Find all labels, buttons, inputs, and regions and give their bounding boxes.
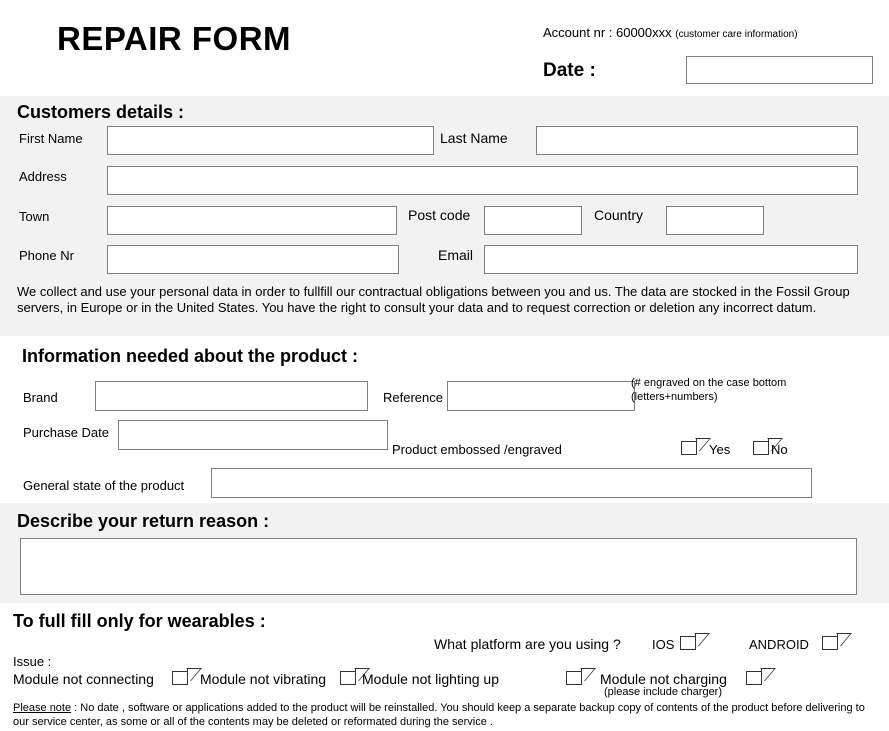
footer-note bbox=[13, 701, 875, 729]
wearables-heading: To full fill only for wearables : bbox=[13, 611, 266, 631]
issue-not-vibrating-checkbox[interactable] bbox=[340, 671, 356, 685]
town-label: Town bbox=[19, 209, 50, 224]
issue-label: Issue : bbox=[13, 654, 52, 669]
reference-hint-line-2: (letters+numbers) bbox=[631, 391, 718, 403]
embossed-no-checkbox[interactable] bbox=[753, 441, 769, 455]
platform-ios-checkbox[interactable] bbox=[680, 636, 696, 650]
first-name-label: First Name bbox=[19, 131, 83, 146]
phone-input[interactable] bbox=[107, 245, 399, 274]
town-input[interactable] bbox=[107, 206, 397, 235]
country-input[interactable] bbox=[666, 206, 764, 235]
platform-ios-label: IOS bbox=[652, 637, 675, 652]
reference-label: Reference bbox=[383, 390, 443, 405]
issue-label-not-lighting-up: Module not lighting up bbox=[362, 671, 499, 687]
last-name-input[interactable] bbox=[536, 126, 858, 155]
address-input[interactable] bbox=[107, 166, 858, 195]
date-input[interactable] bbox=[686, 56, 873, 84]
return-reason-heading: Describe your return reason : bbox=[17, 511, 270, 531]
email-input[interactable] bbox=[484, 245, 858, 274]
platform-question-label: What platform are you using ? bbox=[434, 636, 621, 652]
platform-android-checkbox[interactable] bbox=[822, 636, 838, 650]
brand-label: Brand bbox=[23, 390, 58, 405]
embossed-no-label: No bbox=[771, 442, 788, 457]
country-label: Country bbox=[594, 207, 644, 223]
page-title: REPAIR FORM bbox=[57, 20, 292, 57]
footer-note-text: : No date , software or applications added to the product will be reinstalled. You should keep a separate backup copy of contents of the product before delivering to our service center, as some or all of the contents may be deleted or reformated during the service . bbox=[13, 702, 865, 728]
reference-input[interactable] bbox=[447, 381, 635, 411]
issue-not-connecting-checkbox[interactable] bbox=[172, 671, 188, 685]
account-number-line bbox=[543, 25, 798, 40]
return-reason-textarea[interactable] bbox=[20, 538, 857, 595]
platform-android-label: ANDROID bbox=[749, 637, 809, 652]
footer-note-prefix: Please note bbox=[13, 702, 72, 714]
last-name-label: Last Name bbox=[440, 130, 508, 146]
date-label: Date : bbox=[543, 60, 596, 81]
account-number-note: (customer care information) bbox=[675, 29, 798, 40]
post-code-input[interactable] bbox=[484, 206, 582, 235]
brand-input[interactable] bbox=[95, 381, 368, 411]
embossed-yes-checkbox[interactable] bbox=[681, 441, 697, 455]
issue-label-not-vibrating: Module not vibrating bbox=[200, 671, 327, 687]
reference-hint-line-1: (# engraved on the case bottom bbox=[631, 377, 787, 389]
general-state-label: General state of the product bbox=[23, 478, 185, 493]
embossed-yes-label: Yes bbox=[709, 442, 731, 457]
account-number-label: Account nr : 60000xxx bbox=[543, 25, 672, 40]
issue-not-charging-checkbox[interactable] bbox=[746, 671, 762, 685]
privacy-statement: We collect and use your personal data in order to fullfill our contractual obligations between you and us. The data are stocked in the Fossil Group servers, in Europe or in the United States. You have the right to consult your data and to request correction or deletion any incorrect datum. bbox=[17, 284, 850, 315]
first-name-input[interactable] bbox=[107, 126, 434, 155]
email-label: Email bbox=[438, 247, 474, 263]
phone-label: Phone Nr bbox=[19, 248, 74, 263]
product-information-heading: Information needed about the product : bbox=[22, 346, 358, 366]
customers-details-heading: Customers details : bbox=[17, 102, 185, 122]
issue-label-not-connecting: Module not connecting bbox=[13, 671, 154, 687]
embossed-label: Product embossed /engraved bbox=[392, 442, 562, 457]
charging-note: (please include charger) bbox=[604, 686, 723, 698]
purchase-date-input[interactable] bbox=[118, 420, 388, 450]
post-code-label: Post code bbox=[408, 207, 471, 223]
general-state-input[interactable] bbox=[211, 468, 812, 498]
address-label: Address bbox=[19, 169, 67, 184]
issue-not-lighting-up-checkbox[interactable] bbox=[566, 671, 582, 685]
issue-label-not-charging: Module not charging bbox=[600, 671, 727, 687]
purchase-date-label: Purchase Date bbox=[23, 425, 109, 440]
